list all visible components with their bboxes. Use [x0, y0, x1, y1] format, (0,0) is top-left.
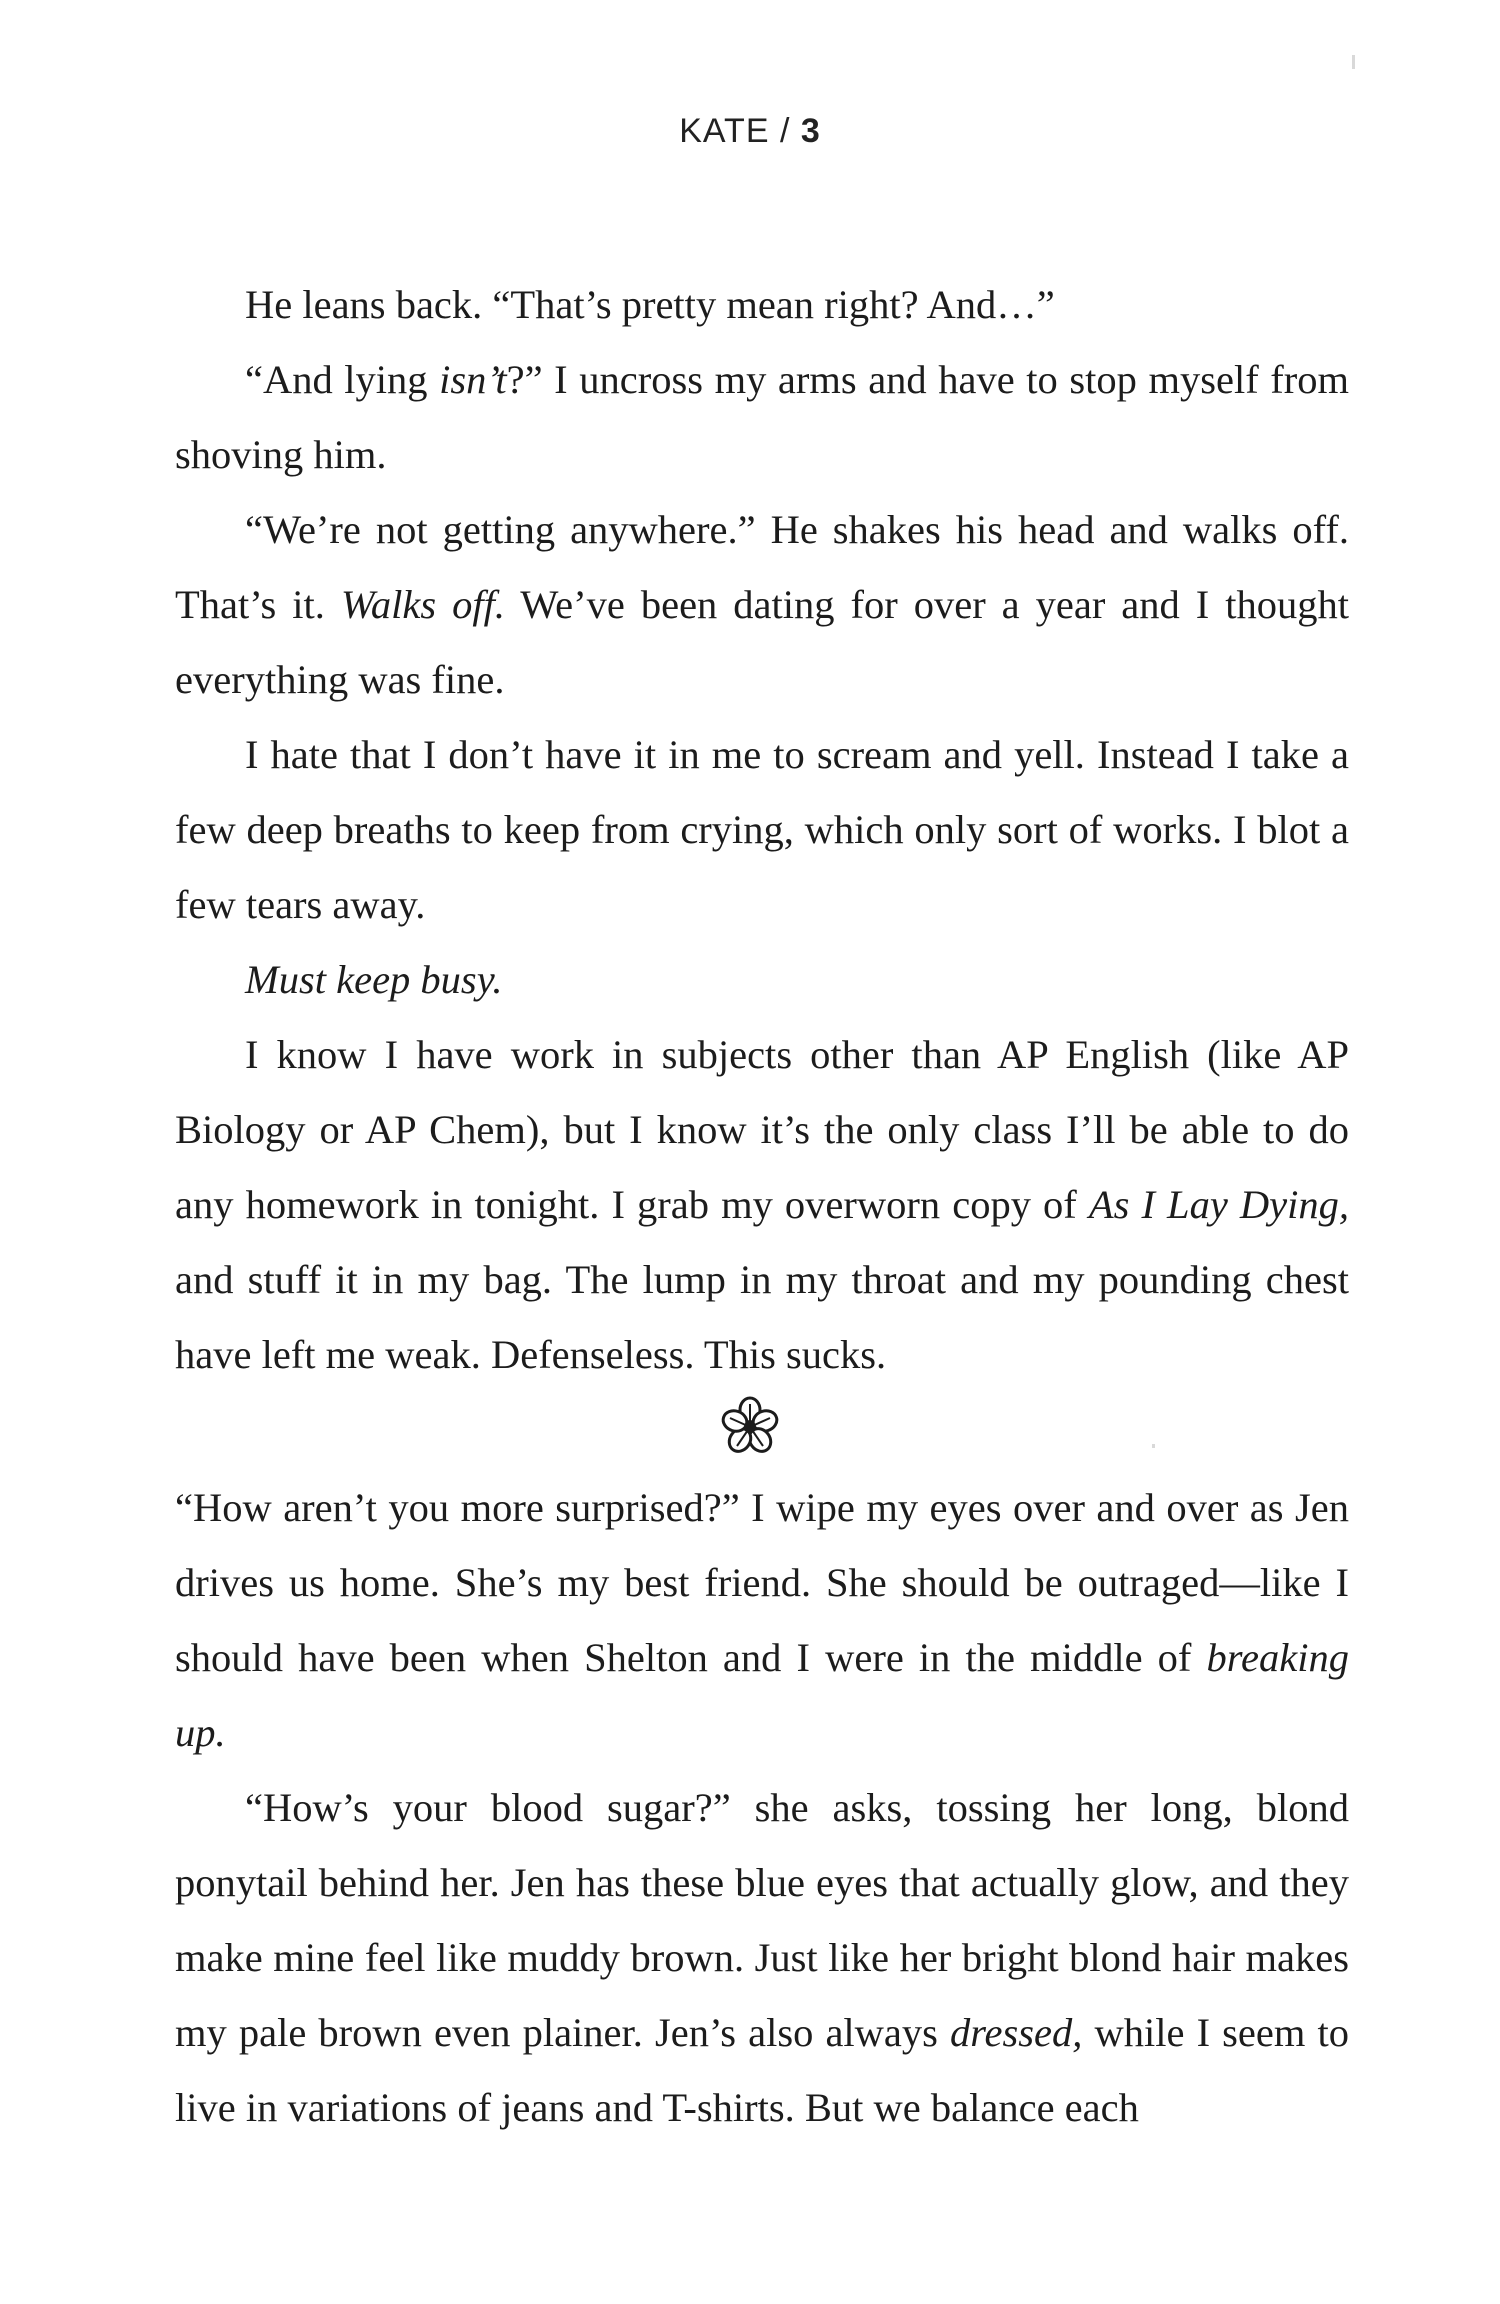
page-number: 3	[800, 112, 821, 150]
body-text-section-1	[175, 267, 1349, 1392]
emphasis: As I Lay Dying,	[1088, 1182, 1349, 1227]
emphasis: Must keep busy.	[245, 957, 503, 1002]
paragraph: He leans back. “That’s pretty mean right? And…”	[245, 282, 1055, 327]
emphasis: dressed,	[950, 2010, 1083, 2055]
paragraph: “We’re not getting anywhere.” He shakes his head and walks off. That’s it. Walks off. We’ve been dating for over a year and I thought everything was fine.	[175, 507, 1349, 702]
paragraph: “And lying isn’t?” I uncross my arms and have to stop myself from shoving him.	[175, 357, 1349, 477]
paragraph	[175, 942, 1349, 1017]
flower-ornament-icon	[720, 1396, 780, 1456]
scan-mark	[1352, 55, 1355, 69]
body-text-section-2	[175, 1470, 1349, 2145]
emphasis: isn’t	[439, 357, 507, 402]
scan-mark	[1152, 1444, 1155, 1448]
running-head	[0, 112, 1500, 151]
paragraph: I hate that I don’t have it in me to scream and yell. Instead I take a few deep breaths to keep from crying, which only sort of works. I blot a few tears away.	[175, 732, 1349, 927]
paragraph: “How’s your blood sugar?” she asks, tossing her long, blond ponytail behind her. Jen has these blue eyes that actually glow, and they make mine feel like muddy brown. Just like her bright blond hair makes my pale brown even plainer. Jen’s also always dressed, while I seem to live in variations of jeans and T-shirts. But we balance each	[175, 1785, 1349, 2130]
running-title: KATE /	[679, 112, 791, 150]
emphasis: breaking up.	[175, 1635, 1349, 1755]
emphasis: Walks off.	[340, 582, 505, 627]
paragraph: I know I have work in subjects other than AP English (like AP Biology or AP Chem), but I know it’s the only class I’ll be able to do any homework in tonight. I grab my overworn copy of As I Lay Dying, and stuff it in my bag. The lump in my throat and my pounding chest have left me weak. Defenseless. This sucks.	[175, 1032, 1349, 1377]
paragraph: “How aren’t you more surprised?” I wipe my eyes over and over as Jen drives us home. She’s my best friend. She should be outraged—like I should have been when Shelton and I were in the middle of breaking up.	[175, 1485, 1349, 1755]
